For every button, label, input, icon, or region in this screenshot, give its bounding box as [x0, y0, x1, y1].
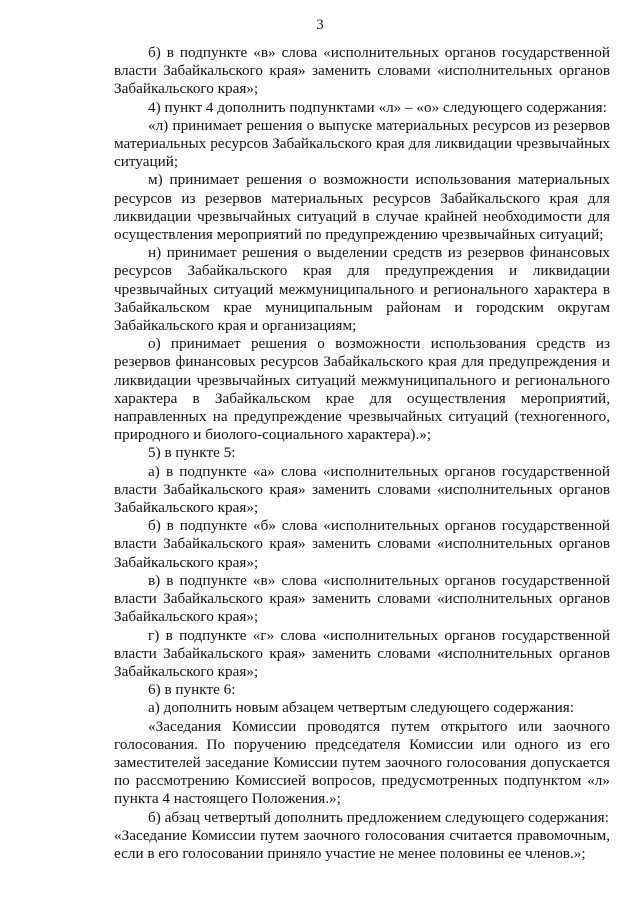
- paragraph-6a-quote: «Заседания Комиссии проводятся путем открытого или заочного голосования. По поручению председателя Комиссии или одного из его заместителей заседание Комиссии путем заочного голосования допускается по рассмотрению Комиссией вопросов, предусмотренных подпунктом «л» пункта 4 настоящего Положения.»;: [114, 717, 610, 808]
- paragraph-6-punkt-6: 6) в пункте 6:: [148, 681, 236, 699]
- paragraph-o: о) принимает решения о возможности использования средств из резервов финансовых ресурсов Забайкальского края для предупреждения и ликвидации чрезвычайных ситуаций межмуниципального и регионального характера в Забайкальском крае для осуществления мероприятий, направленных на предупреждение чрезвычайных ситуаций (техногенного, природного и биолого-социального характера).»;: [114, 335, 610, 444]
- paragraph-n: н) принимает решения о выделении средств из резервов финансовых ресурсов Забайкальского края для предупреждения и ликвидации чрезвычайных ситуаций межмуниципального и регионального характера в Забайкальском крае муниципальным районам и городским округам Забайкальского края и организациям;: [114, 244, 610, 335]
- paragraph-6b-quote: «Заседание Комиссии путем заочного голосования считается правомочным, если в его голосовании приняло участие не менее половины ее членов.»;: [114, 826, 610, 862]
- paragraph-5a: а) в подпункте «а» слова «исполнительных органов государственной власти Забайкальского края» заменить словами «исполнительных органов Забайкальского края»;: [114, 462, 610, 517]
- paragraph-m: м) принимает решения о возможности использования материальных ресурсов из резервов материальных ресурсов Забайкальского края для ликвидации чрезвычайных ситуаций в случае крайней необходимости для осуществления мероприятий по предупреждению чрезвычайных ситуаций;: [114, 171, 610, 244]
- paragraph-5-punkt-5: 5) в пункте 5:: [148, 444, 236, 462]
- paragraph-5b: б) в подпункте «б» слова «исполнительных органов государственной власти Забайкальского края» заменить словами «исполнительных органов Забайкальского края»;: [114, 517, 610, 571]
- paragraph-6b: б) абзац четвертый дополнить предложением следующего содержания:: [148, 808, 609, 826]
- paragraph-b-podpunkt-v: б) в подпункте «в» слова «исполнительных органов государственной власти Забайкальского края» заменить словами «исполнительных органов Забайкальского края»;: [114, 44, 610, 98]
- paragraph-5v: в) в подпункте «в» слова «исполнительных органов государственной власти Забайкальского края» заменить словами «исполнительных органов Забайкальского края»;: [114, 571, 610, 626]
- page-number: 3: [316, 17, 324, 33]
- document-body: [114, 44, 610, 863]
- paragraph-5g: г) в подпункте «г» слова «исполнительных органов государственной власти Забайкальского края» заменить словами «исполнительных органов Забайкальского края»;: [114, 626, 610, 680]
- paragraph-l: «л) принимает решения о выпуске материальных ресурсов из резервов материальных ресурсов Забайкальского края для ликвидации чрезвычайных ситуаций;: [114, 116, 610, 171]
- paragraph-6a: а) дополнить новым абзацем четвертым следующего содержания:: [148, 699, 574, 717]
- paragraph-4-punkt-4: 4) пункт 4 дополнить подпунктами «л» – «о» следующего содержания:: [148, 98, 607, 116]
